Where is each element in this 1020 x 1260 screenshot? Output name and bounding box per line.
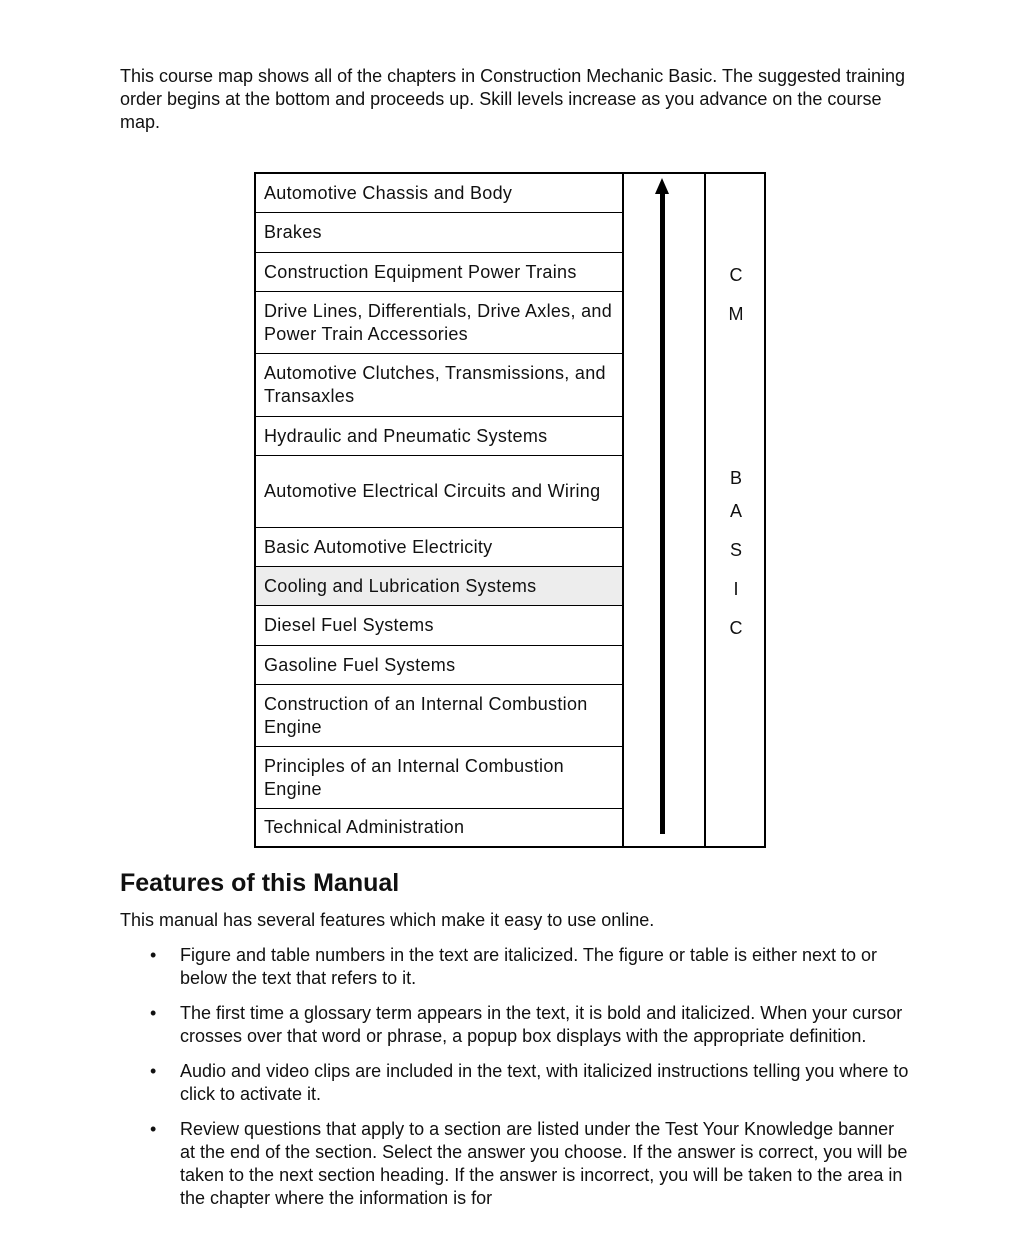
feature-text: Review questions that apply to a section are listed under the Test Your Knowledge banner at the end of the section. Select the answer you choose. If the answer is correct, you will be taken to the next section heading. If the answer is incorrect, you will be taken to the area in the chapter where the information is for [180, 1119, 908, 1208]
chapter-label: Automotive Electrical Circuits and Wiring [264, 481, 601, 501]
chapter-row [256, 809, 624, 846]
chapter-label: Technical Administration [264, 817, 465, 837]
chapter-label: Principles of an Internal Combustion Engine [264, 755, 564, 799]
chapter-label: Drive Lines, Differentials, Drive Axles, and Power Train Accessories [264, 300, 613, 344]
feature-text: Figure and table numbers in the text are italicized. The figure or table is either next to or below the text that refers to it. [180, 945, 878, 988]
chapter-list [256, 174, 624, 846]
chapter-row [256, 174, 624, 213]
chapter-row [256, 253, 624, 292]
feature-item [120, 1060, 910, 1106]
bullet-icon: • [150, 1119, 157, 1139]
chapter-row [256, 606, 624, 646]
column-divider [622, 174, 624, 846]
rating-letter: A [729, 501, 742, 521]
feature-item [120, 1118, 910, 1210]
chapter-label: Gasoline Fuel Systems [264, 654, 456, 675]
intro-paragraph: This course map shows all of the chapters in Construction Mechanic Basic. The suggested training order begins at the bottom and proceeds up. Skill levels increase as you advance on the course map. [120, 66, 906, 132]
chapter-row [256, 456, 624, 528]
chapter-row [256, 685, 624, 747]
rating-letter: M [728, 304, 744, 324]
chapter-label: Construction Equipment Power Trains [264, 261, 577, 282]
chapter-label: Automotive Clutches, Transmissions, and Transaxles [264, 363, 606, 406]
chapter-label: Automotive Chassis and Body [264, 182, 513, 203]
chapter-row [256, 417, 624, 456]
chapter-label: Diesel Fuel Systems [264, 615, 434, 635]
chapter-row [256, 646, 624, 685]
chapter-row [256, 354, 624, 417]
chapter-row [256, 528, 624, 567]
column-divider [704, 174, 706, 846]
features-list [120, 944, 910, 1222]
bullet-icon: • [150, 1003, 157, 1023]
progression-arrow-shaft [660, 188, 665, 834]
feature-text: The first time a glossary term appears in the text, it is bold and italicized. When your cursor crosses over that word or phrase, a popup box displays with the appropriate definition. [180, 1003, 903, 1046]
rating-letter: B [729, 468, 742, 488]
bullet-icon: • [150, 945, 157, 965]
feature-text: Audio and video clips are included in the text, with italicized instructions telling you where to click to activate it. [180, 1061, 909, 1104]
chapter-label: Brakes [264, 222, 322, 242]
chapter-label: Basic Automotive Electricity [264, 536, 493, 557]
chapter-row [256, 292, 624, 354]
chapter-label: Hydraulic and Pneumatic Systems [264, 425, 548, 446]
course-map [254, 172, 766, 848]
rating-letter: C [729, 265, 743, 285]
features-intro: This manual has several features which make it easy to use online. [120, 910, 655, 930]
chapter-row [256, 213, 624, 253]
feature-item [120, 944, 910, 990]
chapter-label: Cooling and Lubrication Systems [264, 575, 537, 596]
features-heading: Features of this Manual [120, 869, 400, 897]
rating-letter: I [733, 579, 739, 599]
chapter-row [256, 567, 624, 606]
feature-item [120, 1002, 910, 1048]
chapter-label: Construction of an Internal Combustion Engine [264, 693, 588, 737]
bullet-icon: • [150, 1061, 157, 1081]
rating-letter: S [729, 540, 742, 560]
chapter-row [256, 747, 624, 809]
rating-letter: C [729, 618, 743, 638]
